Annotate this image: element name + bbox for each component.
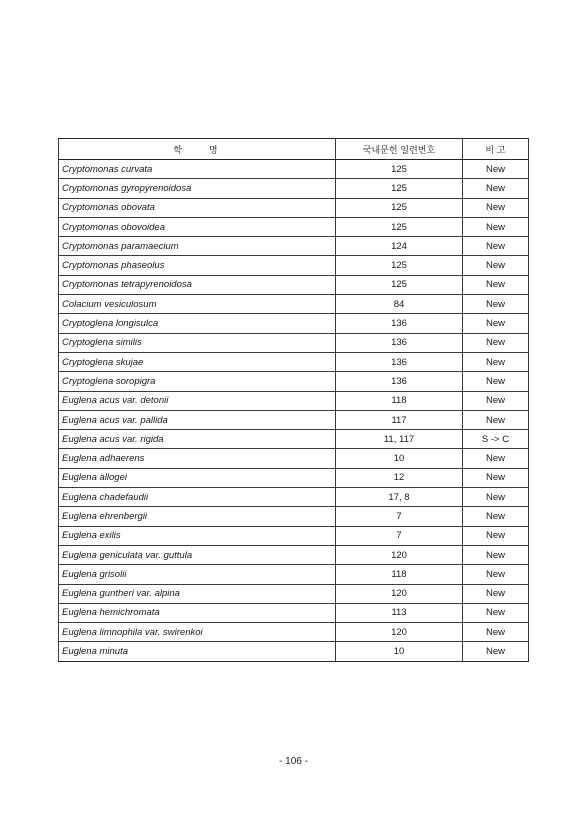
remark-cell: New: [463, 179, 529, 198]
remark-cell: New: [463, 217, 529, 236]
reference-number-cell: 11, 117: [336, 430, 463, 449]
table-row: [59, 160, 529, 179]
reference-number-cell: 118: [336, 565, 463, 584]
species-name-cell: Cryptomonas obovata: [59, 198, 336, 217]
reference-number-cell: 10: [336, 642, 463, 661]
species-name-cell: Cryptomonas obovoidea: [59, 217, 336, 236]
reference-number-cell: 7: [336, 507, 463, 526]
table-header-row: [59, 139, 529, 160]
table-row: [59, 410, 529, 429]
remark-cell: New: [463, 295, 529, 314]
reference-number-cell: 17, 8: [336, 488, 463, 507]
species-table: [58, 138, 529, 662]
reference-number-cell: 10: [336, 449, 463, 468]
table-row: [59, 642, 529, 661]
table-row: [59, 352, 529, 371]
remark-cell: New: [463, 507, 529, 526]
reference-number-cell: 125: [336, 275, 463, 294]
species-name-cell: Cryptomonas phaseolus: [59, 256, 336, 275]
remark-cell: New: [463, 545, 529, 564]
table-row: [59, 488, 529, 507]
reference-number-cell: 125: [336, 179, 463, 198]
table-row: [59, 333, 529, 352]
table-row: [59, 372, 529, 391]
reference-number-cell: 120: [336, 584, 463, 603]
reference-number-cell: 120: [336, 623, 463, 642]
table-row: [59, 217, 529, 236]
table-row: [59, 430, 529, 449]
remark-cell: New: [463, 314, 529, 333]
species-name-cell: Euglena exilis: [59, 526, 336, 545]
species-name-cell: Euglena minuta: [59, 642, 336, 661]
species-name-cell: Euglena hemichromata: [59, 603, 336, 622]
remark-cell: S -> C: [463, 430, 529, 449]
species-name-cell: Euglena geniculata var. guttula: [59, 545, 336, 564]
table-row: [59, 198, 529, 217]
table-row: [59, 179, 529, 198]
remark-cell: New: [463, 488, 529, 507]
table-row: [59, 526, 529, 545]
species-name-cell: Euglena acus var. rigida: [59, 430, 336, 449]
species-name-cell: Euglena limnophila var. swirenkoi: [59, 623, 336, 642]
reference-number-cell: 125: [336, 160, 463, 179]
species-name-cell: Cryptomonas tetrapyrenoidosa: [59, 275, 336, 294]
species-name-cell: Cryptoglena longisulca: [59, 314, 336, 333]
remark-cell: New: [463, 372, 529, 391]
species-name-cell: Cryptomonas gyropyrenoidosa: [59, 179, 336, 198]
table-row: [59, 507, 529, 526]
table-row: [59, 468, 529, 487]
table-row: [59, 449, 529, 468]
header-reference-number: 국내문헌 일련번호: [336, 139, 463, 160]
reference-number-cell: 124: [336, 237, 463, 256]
page-number: - 106 -: [279, 756, 308, 767]
reference-number-cell: 125: [336, 198, 463, 217]
table-row: [59, 275, 529, 294]
reference-number-cell: 136: [336, 372, 463, 391]
reference-number-cell: 113: [336, 603, 463, 622]
table-row: [59, 565, 529, 584]
table-row: [59, 314, 529, 333]
species-name-cell: Cryptoglena skujae: [59, 352, 336, 371]
species-name-cell: Euglena acus var. pallida: [59, 410, 336, 429]
table-row: [59, 623, 529, 642]
remark-cell: New: [463, 565, 529, 584]
remark-cell: New: [463, 256, 529, 275]
species-name-cell: Euglena allogei: [59, 468, 336, 487]
species-name-cell: Euglena grisolii: [59, 565, 336, 584]
remark-cell: New: [463, 410, 529, 429]
reference-number-cell: 125: [336, 256, 463, 275]
header-remarks: 비 고: [463, 139, 529, 160]
remark-cell: New: [463, 526, 529, 545]
species-name-cell: Cryptomonas curvata: [59, 160, 336, 179]
reference-number-cell: 136: [336, 352, 463, 371]
remark-cell: New: [463, 198, 529, 217]
remark-cell: New: [463, 468, 529, 487]
remark-cell: New: [463, 642, 529, 661]
species-name-cell: Euglena adhaerens: [59, 449, 336, 468]
remark-cell: New: [463, 449, 529, 468]
table-row: [59, 545, 529, 564]
table-row: [59, 295, 529, 314]
table-row: [59, 391, 529, 410]
reference-number-cell: 118: [336, 391, 463, 410]
remark-cell: New: [463, 603, 529, 622]
reference-number-cell: 136: [336, 333, 463, 352]
table-row: [59, 584, 529, 603]
remark-cell: New: [463, 160, 529, 179]
species-name-cell: Cryptomonas paramaecium: [59, 237, 336, 256]
species-name-cell: Euglena acus var. detonii: [59, 391, 336, 410]
species-name-cell: Cryptoglena soropigra: [59, 372, 336, 391]
remark-cell: New: [463, 584, 529, 603]
reference-number-cell: 84: [336, 295, 463, 314]
reference-number-cell: 120: [336, 545, 463, 564]
header-scientific-name: 학 명: [59, 139, 336, 160]
species-name-cell: Colacium vesiculosum: [59, 295, 336, 314]
remark-cell: New: [463, 237, 529, 256]
reference-number-cell: 12: [336, 468, 463, 487]
species-name-cell: Euglena guntheri var. alpina: [59, 584, 336, 603]
remark-cell: New: [463, 391, 529, 410]
remark-cell: New: [463, 623, 529, 642]
table-row: [59, 256, 529, 275]
species-name-cell: Cryptoglena similis: [59, 333, 336, 352]
species-name-cell: Euglena ehrenbergii: [59, 507, 336, 526]
table-row: [59, 603, 529, 622]
reference-number-cell: 136: [336, 314, 463, 333]
remark-cell: New: [463, 333, 529, 352]
remark-cell: New: [463, 275, 529, 294]
reference-number-cell: 117: [336, 410, 463, 429]
species-name-cell: Euglena chadefaudii: [59, 488, 336, 507]
reference-number-cell: 7: [336, 526, 463, 545]
table-row: [59, 237, 529, 256]
remark-cell: New: [463, 352, 529, 371]
reference-number-cell: 125: [336, 217, 463, 236]
